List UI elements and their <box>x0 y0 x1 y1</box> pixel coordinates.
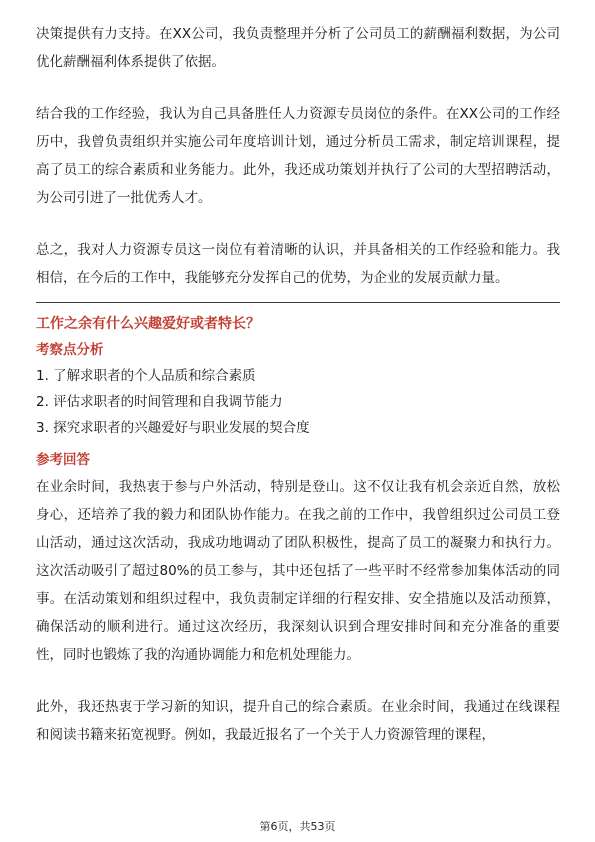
page-number-footer: 第6页，共53页 <box>259 820 336 833</box>
answer-label: 参考回答 <box>36 452 90 468</box>
answer-paragraph-2: 此外，我还热衷于学习新的知识，提升自己的综合素质。在业余时间，我通过在线课程和阅读书籍来拓宽视野。例如，我最近报名了一个关于人力资源管理的课程， <box>36 699 560 743</box>
analysis-item: 1. 了解求职者的个人品质和综合素质 <box>36 368 256 384</box>
intro-paragraph-2: 结合我的工作经验，我认为自己具备胜任人力资源专员岗位的条件。在XX公司的工作经历中，我曾负责组织并实施公司年度培训计划，通过分析员工需求，制定培训课程，提高了员工的综合素质和业务能力。此外，我还成功策划并执行了公司的大型招聘活动，为公司引进了一批优秀人才。 <box>36 106 560 206</box>
intro-paragraph-3: 总之，我对人力资源专员这一岗位有着清晰的认识，并具备相关的工作经验和能力。我相信，在今后的工作中，我能够充分发挥自己的优势，为企业的发展贡献力量。 <box>36 242 560 286</box>
section-divider <box>36 302 560 303</box>
question-heading: 工作之余有什么兴趣爱好或者特长？ <box>36 316 260 332</box>
document-page <box>36 20 560 749</box>
analysis-item: 3. 探究求职者的兴趣爱好与职业发展的契合度 <box>36 420 310 436</box>
analysis-label: 考察点分析 <box>36 342 104 358</box>
analysis-item: 2. 评估求职者的时间管理和自我调节能力 <box>36 394 283 410</box>
intro-paragraph-1: 决策提供有力支持。在XX公司，我负责整理并分析了公司员工的薪酬福利数据，为公司优化薪酬福利体系提供了依据。 <box>36 26 560 70</box>
answer-paragraph-1: 在业余时间，我热衷于参与户外活动，特别是登山。这不仅让我有机会亲近自然，放松身心，还培养了我的毅力和团队协作能力。在我之前的工作中，我曾组织过公司员工登山活动，通过这次活动，我成功地调动了团队积极性，提高了员工的凝聚力和执行力。这次活动吸引了超过80%的员工参与，其中还包括了一些平时不经常参加集体活动的同事。在活动策划和组织过程中，我负责制定详细的行程安排、安全措施以及活动预算，确保活动的顺利进行。通过这次经历，我深刻认识到合理安排时间和充分准备的重要性，同时也锻炼了我的沟通协调能力和危机处理能力。 <box>36 479 560 663</box>
